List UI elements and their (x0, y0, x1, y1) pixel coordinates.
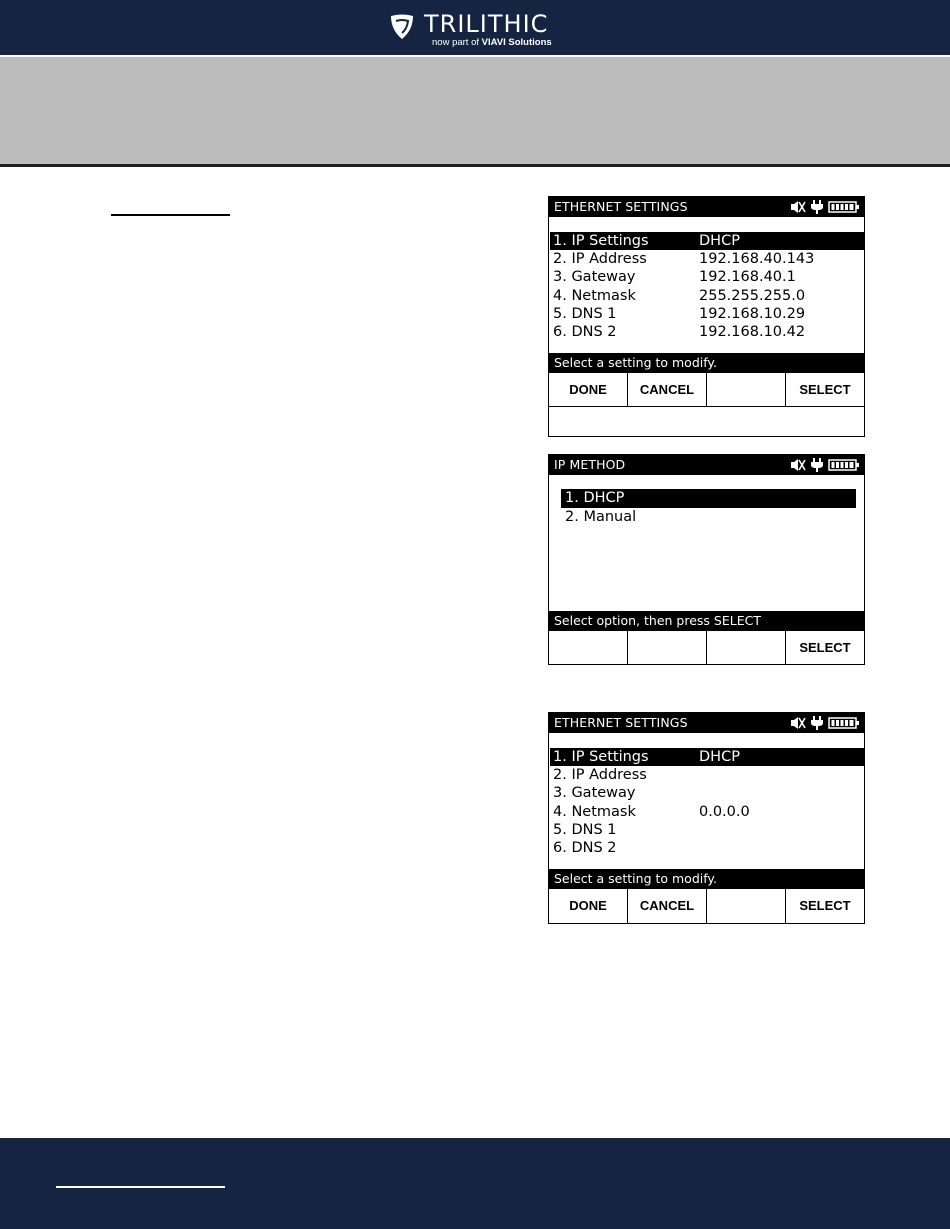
brand-tagline: now part of VIAVI Solutions (432, 37, 552, 48)
screen-title-bar (549, 713, 864, 733)
settings-row-ip-address[interactable]: 2. IP Address (553, 767, 647, 784)
settings-row-dns1[interactable]: 5. DNS 1 192.168.10.29 (553, 305, 806, 322)
settings-list (550, 748, 864, 857)
select-button[interactable]: SELECT (799, 898, 851, 913)
screen-title-bar (549, 197, 864, 217)
settings-row-ip-settings[interactable]: 1. IP Settings DHCP (550, 748, 864, 766)
blank-softkey[interactable] (628, 631, 707, 665)
screen-title-bar (549, 455, 864, 475)
softkey-bar (549, 373, 864, 407)
hint-bar: Select a setting to modify. (549, 869, 864, 889)
screen-title: ETHERNET SETTINGS (554, 199, 688, 214)
settings-row-ip-settings[interactable]: 1. IP Settings DHCP (550, 232, 864, 250)
blank-softkey[interactable] (707, 373, 786, 406)
battery-icon (829, 460, 859, 470)
select-button[interactable]: SELECT (799, 382, 851, 397)
screen-title: IP METHOD (554, 457, 626, 472)
settings-list (550, 232, 864, 341)
mute-icon (791, 717, 805, 729)
screen-title: ETHERNET SETTINGS (554, 715, 688, 730)
status-icons (788, 199, 860, 215)
footer-bar (0, 1138, 950, 1229)
battery-icon (829, 202, 859, 212)
hint-bar: Select option, then press SELECT (549, 611, 864, 631)
settings-row-netmask[interactable]: 4. Netmask 0.0.0.0 (553, 803, 750, 820)
plug-icon (811, 458, 823, 472)
plug-icon (811, 716, 823, 730)
brand-logo (390, 10, 570, 48)
settings-row-gateway[interactable]: 3. Gateway (553, 785, 636, 802)
option-manual[interactable]: 2. Manual (565, 508, 637, 525)
header-bar (0, 0, 950, 55)
done-button[interactable]: DONE (549, 889, 628, 923)
ip-method-screen (548, 454, 865, 665)
title-band (0, 55, 950, 167)
softkey-bar (549, 889, 864, 923)
settings-row-ip-address[interactable]: 2. IP Address 192.168.40.143 (553, 251, 815, 268)
select-button[interactable]: SELECT (799, 640, 851, 655)
section-heading-underline (111, 214, 230, 216)
blank-softkey[interactable] (549, 631, 628, 665)
blank-softkey[interactable] (707, 631, 786, 665)
ethernet-settings-dhcp-screen (548, 712, 865, 924)
status-icons (788, 457, 860, 473)
settings-row-dns1[interactable]: 5. DNS 1 (553, 821, 617, 838)
ethernet-settings-screen (548, 196, 865, 437)
battery-icon (829, 718, 859, 728)
hint-bar: Select a setting to modify. (549, 353, 864, 373)
settings-row-netmask[interactable]: 4. Netmask 255.255.255.0 (553, 287, 806, 304)
done-button[interactable]: DONE (549, 373, 628, 406)
cancel-button[interactable]: CANCEL (628, 889, 707, 923)
blank-softkey[interactable] (707, 889, 786, 923)
mute-icon (791, 201, 805, 213)
plug-icon (811, 200, 823, 214)
status-icons (788, 715, 860, 731)
cancel-button[interactable]: CANCEL (628, 373, 707, 406)
brand-name: TRILITHIC (424, 10, 549, 38)
settings-row-dns2[interactable]: 6. DNS 2 (553, 839, 617, 856)
option-dhcp[interactable]: 1. DHCP (561, 489, 856, 508)
mute-icon (791, 459, 805, 471)
footer-underline (56, 1186, 225, 1188)
settings-row-gateway[interactable]: 3. Gateway 192.168.40.1 (553, 269, 796, 286)
softkey-bar (549, 631, 864, 665)
shield-icon (390, 14, 414, 40)
settings-row-dns2[interactable]: 6. DNS 2 192.168.10.42 (553, 323, 806, 340)
ip-method-options (561, 489, 856, 526)
